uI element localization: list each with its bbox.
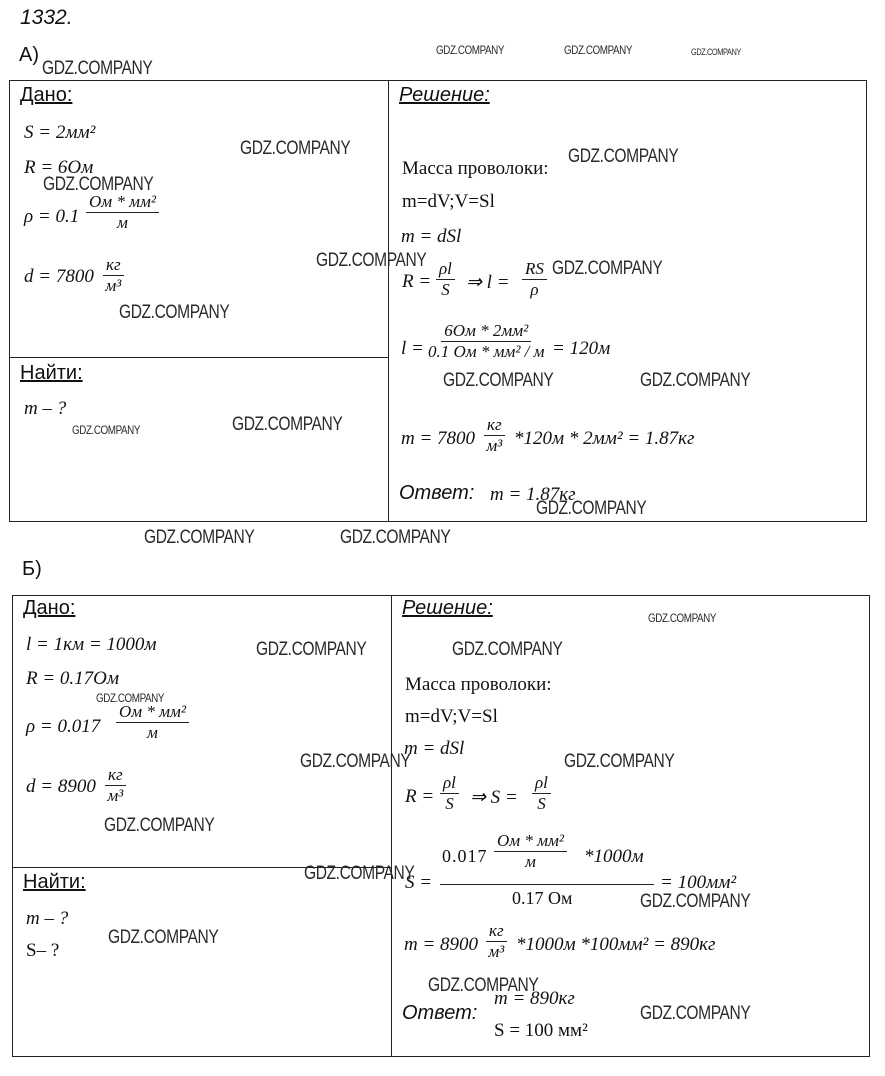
watermark: GDZ.COMPANY — [564, 751, 675, 772]
part-b-calc-S-result: = 100мм² — [660, 872, 737, 893]
watermark: GDZ.COMPANY — [72, 423, 141, 437]
part-b-given-heading: Дано: — [23, 597, 76, 619]
watermark: GDZ.COMPANY — [43, 174, 154, 195]
part-b-given-rho-fraction — [116, 703, 189, 742]
fraction-denominator: м — [525, 851, 536, 871]
part-b-solution-line1: Масса проволоки: — [405, 674, 552, 695]
part-a-R-arrow: ⇒ l = — [466, 272, 510, 293]
part-a-calc-l-fraction — [428, 322, 545, 361]
part-b-find-heading: Найти: — [23, 871, 86, 893]
part-a-label: А) — [19, 44, 39, 66]
part-b-given-R: R = 0.17Ом — [26, 668, 120, 689]
fraction-denominator: S — [441, 279, 450, 299]
part-b-calc-S-num-a: 0.017 — [442, 846, 488, 866]
part-a-R-lhs: R = — [402, 271, 432, 292]
fraction-denominator: м — [117, 212, 128, 232]
watermark: GDZ.COMPANY — [640, 891, 751, 912]
part-a-answer-label: Ответ: — [399, 482, 475, 504]
fraction-numerator: кг — [486, 922, 507, 942]
fraction-denominator: S — [445, 793, 454, 813]
fraction-denominator: м³ — [486, 435, 503, 455]
fraction-denominator: м³ — [488, 941, 505, 961]
watermark: GDZ.COMPANY — [256, 639, 367, 660]
watermark: GDZ.COMPANY — [104, 815, 215, 836]
watermark: GDZ.COMPANY — [108, 927, 219, 948]
fraction-numerator: кг — [103, 256, 124, 276]
part-a-l-fraction — [522, 260, 547, 299]
part-a-find-heading: Найти: — [20, 362, 83, 384]
part-a-answer: m = 1.87кг — [490, 484, 576, 505]
fraction-denominator: м³ — [107, 785, 124, 805]
part-b-calc-S-inner-fraction — [494, 832, 567, 871]
watermark: GDZ.COMPANY — [144, 527, 255, 548]
fraction-numerator: RS — [522, 260, 547, 280]
part-a-solution-line3: m = dSl — [401, 226, 462, 247]
part-a-given-d-fraction — [103, 256, 124, 295]
part-a-m-fraction — [484, 416, 505, 455]
fraction-numerator: 6Ом * 2мм² — [441, 322, 531, 342]
part-b-m-lhs: m = 8900 — [404, 934, 479, 955]
part-a-solution-heading: Решение: — [399, 84, 490, 106]
fraction-numerator: ρl — [436, 260, 455, 280]
watermark: GDZ.COMPANY — [340, 527, 451, 548]
part-b-calc-S-fraction-bar — [440, 884, 654, 885]
fraction-numerator: ρl — [440, 774, 459, 794]
fraction-numerator: Ом * мм² — [116, 703, 189, 723]
part-a-given-S: S = 2мм² — [24, 122, 96, 143]
watermark: GDZ.COMPANY — [96, 691, 165, 705]
part-b-given-l: l = 1км = 1000м — [26, 634, 157, 655]
part-a-m-rest: *120м * 2мм² = 1.87кг — [514, 428, 695, 449]
fraction-numerator: Ом * мм² — [86, 193, 159, 213]
part-b-given-d-fraction — [105, 766, 126, 805]
watermark: GDZ.COMPANY — [443, 370, 554, 391]
part-b-m-rest: *1000м *100мм² = 890кг — [516, 934, 716, 955]
part-a-given-R: R = 6Ом — [24, 157, 94, 178]
part-b-solution-line2: m=dV;V=Sl — [405, 706, 498, 727]
part-a-given-rho-fraction — [86, 193, 159, 232]
watermark: GDZ.COMPANY — [316, 250, 427, 271]
part-a-divider — [388, 80, 389, 522]
fraction-numerator: кг — [105, 766, 126, 786]
watermark: GDZ.COMPANY — [640, 1003, 751, 1024]
part-b-calc-S-lhs: S = — [405, 872, 433, 893]
problem-number: 1332. — [20, 6, 73, 29]
fraction-denominator: м — [147, 722, 158, 742]
part-a-calc-l-result: = 120м — [552, 338, 611, 359]
watermark: GDZ.COMPANY — [536, 498, 647, 519]
watermark: GDZ.COMPANY — [452, 639, 563, 660]
part-b-answer-m: m = 890кг — [494, 988, 575, 1009]
part-a-find-m: m – ? — [24, 398, 67, 419]
part-b-answer-S: S = 100 мм² — [494, 1020, 588, 1041]
watermark: GDZ.COMPANY — [691, 47, 741, 57]
part-b-R-fraction — [440, 774, 459, 813]
watermark: GDZ.COMPANY — [240, 138, 351, 159]
part-b-R-arrow: ⇒ S = — [470, 787, 518, 808]
watermark: GDZ.COMPANY — [300, 751, 411, 772]
watermark: GDZ.COMPANY — [304, 863, 415, 884]
part-b-given-rho: ρ = 0.017 — [26, 716, 101, 737]
watermark: GDZ.COMPANY — [552, 258, 663, 279]
watermark: GDZ.COMPANY — [42, 58, 153, 79]
fraction-denominator: м³ — [105, 275, 122, 295]
fraction-denominator: 0.1 Ом * мм² / м — [428, 341, 545, 361]
part-a-calc-l-lhs: l = — [401, 338, 424, 359]
part-b-calc-S-num-b: *1000м — [584, 846, 644, 867]
part-b-R-lhs: R = — [405, 786, 435, 807]
part-a-given-d: d = 7800 — [24, 266, 94, 287]
watermark: GDZ.COMPANY — [436, 43, 505, 57]
part-b-given-d: d = 8900 — [26, 776, 96, 797]
part-a-given-find-divider — [9, 357, 389, 358]
watermark: GDZ.COMPANY — [428, 975, 539, 996]
part-a-solution-line1: Масса проволоки: — [402, 158, 549, 179]
part-a-solution-line2: m=dV;V=Sl — [402, 191, 495, 212]
part-a-R-fraction — [436, 260, 455, 299]
fraction-denominator: ρ — [530, 279, 539, 299]
fraction-numerator: Ом * мм² — [494, 832, 567, 852]
part-b-calc-S-den: 0.17 Ом — [512, 888, 573, 908]
part-b-m-fraction — [486, 922, 507, 961]
part-a-given-rho: ρ = 0.1 — [24, 206, 80, 227]
part-b-divider — [391, 595, 392, 1057]
watermark: GDZ.COMPANY — [568, 146, 679, 167]
fraction-numerator: ρl — [532, 774, 551, 794]
fraction-denominator: S — [537, 793, 546, 813]
part-b-solution-heading: Решение: — [402, 597, 493, 619]
watermark: GDZ.COMPANY — [232, 414, 343, 435]
watermark: GDZ.COMPANY — [648, 611, 717, 625]
part-b-solution-line3: m = dSl — [404, 738, 465, 759]
part-b-S-fraction — [532, 774, 551, 813]
part-b-find-m: m – ? — [26, 908, 69, 929]
watermark: GDZ.COMPANY — [640, 370, 751, 391]
fraction-numerator: кг — [484, 416, 505, 436]
watermark: GDZ.COMPANY — [564, 43, 633, 57]
part-a-given-heading: Дано: — [20, 84, 73, 106]
part-b-find-S: S– ? — [26, 940, 60, 961]
part-b-label: Б) — [22, 558, 42, 580]
part-b-answer-label: Ответ: — [402, 1002, 478, 1024]
watermark: GDZ.COMPANY — [119, 302, 230, 323]
part-a-frame — [9, 80, 867, 522]
part-a-m-lhs: m = 7800 — [401, 428, 476, 449]
